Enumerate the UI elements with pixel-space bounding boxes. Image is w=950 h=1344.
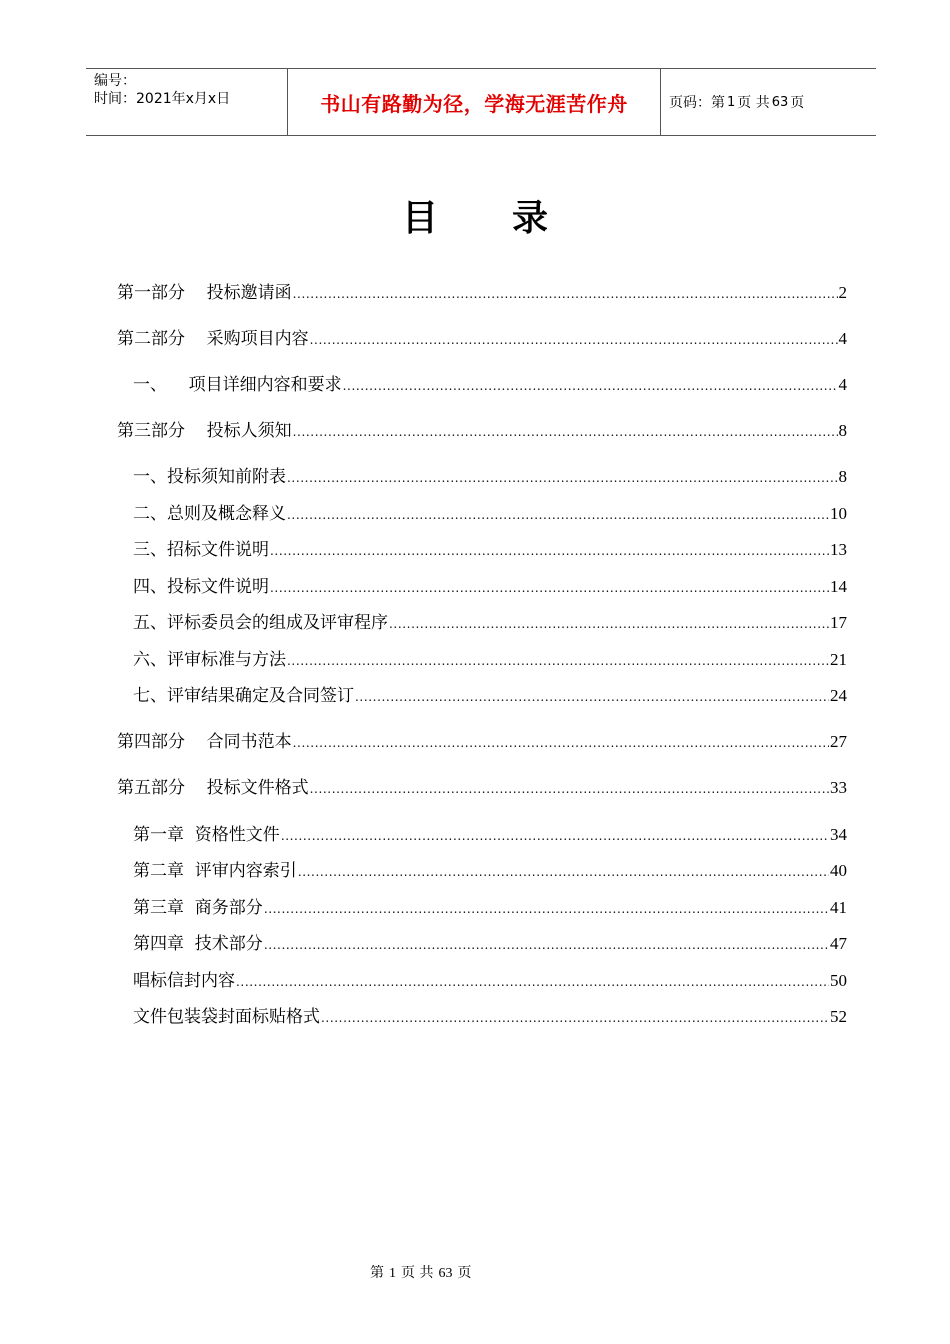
toc-leader-dots [236,971,829,993]
toc-entry[interactable] [133,824,847,846]
toc-leader-dots [321,1007,829,1029]
toc-entry-label: 第一部分 投标邀请函 [117,283,292,303]
toc-entry-page: 41 [830,898,847,917]
toc-entry[interactable] [133,612,847,634]
toc-entry[interactable] [133,897,847,919]
page-footer [0,1262,950,1282]
toc-leader-dots [287,650,829,672]
toc-entry[interactable] [117,420,847,442]
toc-entry-page: 14 [830,577,847,596]
toc-entry-label: 第四部分 合同书范本 [117,732,292,752]
header-slogan: 书山有路勤为径，学海无涯苦作舟 [287,69,661,135]
header-page-current: 1 [727,94,736,110]
toc-entry-page: 47 [830,934,847,953]
header-page-suffix: 页 [790,95,805,111]
toc-leader-dots [298,861,829,883]
toc-entry-label: 第一章 资格性文件 [133,825,280,845]
toc-entry[interactable] [133,539,847,561]
header-meta [86,69,287,135]
toc-entry-label: 六、评审标准与方法 [133,650,286,670]
toc-leader-dots [287,504,829,526]
toc-entry-page: 4 [838,375,847,394]
toc-entry-page: 8 [838,467,847,486]
toc-entry[interactable] [133,649,847,671]
footer-prefix: 第 [370,1265,384,1281]
toc-entry-label: 三、招标文件说明 [133,540,269,560]
toc-entry[interactable] [133,1006,847,1028]
toc-leader-dots [293,421,838,443]
toc-entry[interactable] [133,685,847,707]
toc-entry-label: 第四章 技术部分 [133,934,263,954]
footer-middle: 页 共 [401,1265,434,1281]
toc-leader-dots [281,825,829,847]
toc-entry-page: 2 [838,283,847,302]
toc-entry-label: 第三章 商务部分 [133,898,263,918]
page-title [0,190,950,241]
toc-entry[interactable] [117,328,847,350]
toc-entry[interactable] [133,466,847,488]
toc-entry-page: 13 [830,540,847,559]
toc-entry-label: 二、总则及概念释义 [133,504,286,524]
toc-entry[interactable] [133,503,847,525]
toc-entry-page: 24 [830,686,847,705]
toc-leader-dots [310,329,838,351]
toc-entry[interactable] [117,282,847,304]
footer-page-current: 1 [389,1266,396,1281]
toc-entry-label: 第二部分 采购项目内容 [117,329,309,349]
header-page-info [661,69,876,135]
toc-entry-page: 17 [830,613,847,632]
toc-leader-dots [270,577,829,599]
title-char-2: 录 [512,197,549,239]
toc-entry-label: 五、评标委员会的组成及评审程序 [133,613,388,633]
toc-leader-dots [355,686,829,708]
toc-entry-label: 第三部分 投标人须知 [117,421,292,441]
toc-leader-dots [264,934,829,956]
toc-leader-dots [293,283,838,305]
toc-entry-page: 27 [830,732,847,751]
toc-leader-dots [287,467,838,489]
header-number-label: 编号： [94,73,136,89]
toc-entry-page: 21 [830,650,847,669]
toc-entry-label: 一、投标须知前附表 [133,467,286,487]
footer-suffix: 页 [457,1265,472,1281]
toc-entry-page: 33 [830,778,847,797]
toc-leader-dots [343,375,838,397]
toc-entry-page: 40 [830,861,847,880]
header-page-middle: 页 共 [737,95,770,111]
toc-entry-label: 文件包装袋封面标贴格式 [133,1007,320,1027]
toc-entry-page: 34 [830,825,847,844]
toc-leader-dots [264,898,829,920]
toc-leader-dots [389,613,829,635]
header-time-label: 时间：2021年x月x日 [94,91,231,107]
toc-leader-dots [310,778,829,800]
toc-entry-page: 8 [838,421,847,440]
toc-entry-label: 唱标信封内容 [133,971,235,991]
page-header [86,68,876,136]
toc-entry-page: 50 [830,971,847,990]
toc-entry[interactable] [117,731,847,753]
toc-entry[interactable] [117,777,847,799]
header-page-prefix: 页码：第 [669,95,725,111]
title-char-1: 目 [401,197,438,239]
toc-entry[interactable] [133,374,847,396]
footer-page-total: 63 [438,1266,453,1281]
toc-entry-page: 52 [830,1007,847,1026]
toc-entry-page: 10 [830,504,847,523]
toc-entry[interactable] [133,933,847,955]
header-page-total: 63 [771,94,789,110]
toc-leader-dots [293,732,829,754]
toc-entry[interactable] [133,860,847,882]
toc-entry-label: 四、投标文件说明 [133,577,269,597]
toc-entry-label: 第五部分 投标文件格式 [117,778,309,798]
toc-leader-dots [270,540,829,562]
toc-entry-label: 一、 项目详细内容和要求 [133,375,342,395]
toc-entry-page: 4 [838,329,847,348]
toc-entry-label: 第二章 评审内容索引 [133,861,297,881]
toc-entry-label: 七、评审结果确定及合同签订 [133,686,354,706]
toc-entry[interactable] [133,576,847,598]
toc-entry[interactable] [133,970,847,992]
